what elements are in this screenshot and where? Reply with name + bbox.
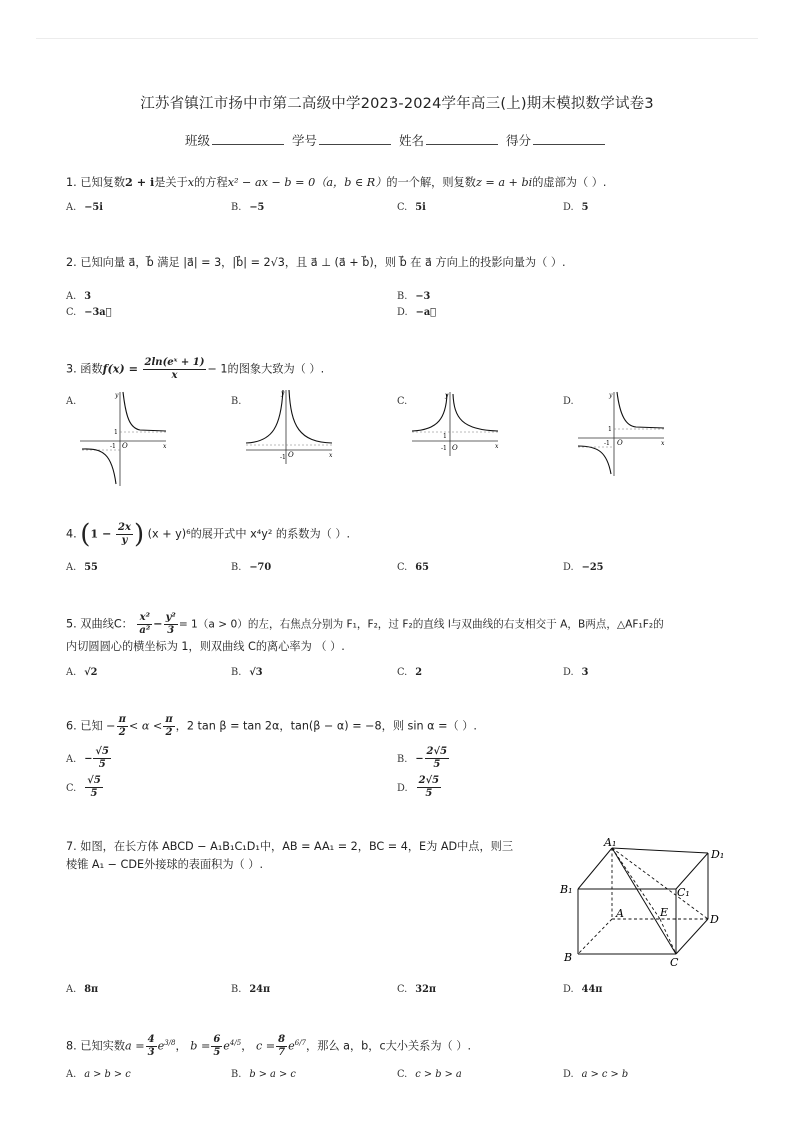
vertex-label: C₁ [677, 886, 690, 899]
math-expr: f(x) = [102, 361, 138, 376]
option-key: D. [397, 782, 408, 794]
option-text: 3 [84, 291, 92, 302]
option-key: D. [397, 307, 408, 318]
field-name-label: 姓名 [398, 133, 424, 148]
vertex-label: D [710, 913, 719, 926]
option-c[interactable] [66, 307, 112, 318]
option-text: 2 [415, 667, 423, 678]
option-a[interactable] [66, 1069, 131, 1080]
math-expr: x [187, 176, 195, 189]
curve-left [82, 449, 116, 484]
option-key: C. [397, 202, 408, 213]
question-7-stem [66, 838, 513, 856]
axis-label-y: y [445, 392, 449, 399]
option-text: 55 [84, 562, 98, 573]
tick-label: -1 [110, 443, 116, 450]
question-3-stem [66, 357, 324, 382]
edge [676, 853, 708, 889]
option-key: C. [66, 782, 77, 794]
option-a[interactable] [66, 984, 98, 995]
tick-label: 1 [608, 426, 612, 433]
option-key: C. [397, 396, 408, 407]
graph-option-d[interactable] [576, 388, 668, 478]
question-number: 3. [66, 362, 77, 376]
option-d[interactable] [563, 1069, 628, 1080]
field-name-blank[interactable] [426, 132, 498, 145]
stem-text: = 1（a > 0）的左，右焦点分别为 F₁，F₂，过 F₂的直线 l与双曲线的右支相交于 A，B两点，△AF₁F₂的 [178, 618, 664, 631]
origin-label: O [288, 451, 294, 459]
fraction-denominator: x [171, 370, 178, 381]
fraction [85, 775, 103, 800]
fraction-denominator: y [121, 535, 128, 546]
tick-label: 1 [443, 433, 447, 440]
fraction-denominator: 5 [90, 788, 98, 799]
stem-text: 已知复数 [80, 176, 126, 189]
option-key: A. [66, 667, 77, 678]
paren-right: ) [133, 519, 145, 550]
fraction [93, 746, 111, 771]
option-key: A. [66, 753, 77, 765]
question-4-stem [66, 519, 351, 550]
stem-text: 的虚部为（ ）. [532, 176, 607, 189]
vertex-label: B [564, 951, 573, 964]
option-key: A. [66, 984, 77, 995]
fraction [163, 714, 174, 739]
paren-left: ( [80, 519, 91, 550]
fraction-numerator: 4 [147, 1034, 155, 1046]
option-text: 24π [249, 984, 271, 995]
field-id-blank[interactable] [319, 132, 391, 145]
field-class-blank[interactable] [212, 132, 284, 145]
option-text: a > b > c [84, 1069, 131, 1080]
option-a[interactable] [66, 202, 103, 213]
curve-left [412, 394, 447, 431]
option-text: √2 [84, 667, 98, 678]
option-key: B. [231, 562, 242, 573]
option-c[interactable] [66, 775, 104, 800]
option-d[interactable] [397, 775, 442, 800]
option-key: A. [66, 291, 77, 302]
fraction-numerator: 2√5 [418, 775, 440, 786]
field-class-label: 班级 [184, 133, 210, 148]
option-b[interactable] [231, 984, 270, 995]
option-key: B. [231, 1069, 242, 1080]
option-text: −5i [84, 202, 103, 213]
option-a[interactable] [66, 562, 98, 573]
fraction-denominator: 5 [433, 759, 441, 770]
stem-text: 已知向量 a⃗，b⃗ 满足 |a⃗| = 3，|b⃗| = 2√3，且 a⃗ ⊥ (a⃗ + b⃗)，则 b⃗ 在 a⃗ 方向上的投影向量为（ ）. [80, 256, 566, 269]
vertex-label: E [660, 906, 669, 919]
fraction-numerator: 2x [118, 522, 131, 533]
option-key: B. [231, 202, 242, 213]
vertex-label: C [670, 956, 679, 969]
option-text: 5 [581, 202, 589, 213]
option-c[interactable] [397, 984, 436, 995]
stem-text: ，2 tan β = tan 2α，tan(β − α) = −8，则 sin α =（ ）. [175, 719, 477, 733]
exponent: 4/5 [229, 1039, 242, 1047]
vertex-label: B₁ [560, 883, 573, 896]
option-key: D. [563, 1069, 574, 1080]
fraction-denominator: 2 [118, 727, 126, 738]
vertex-label: A₁ [604, 836, 617, 849]
option-key: A. [66, 1069, 77, 1080]
option-text: 65 [415, 562, 429, 573]
curve-right [123, 392, 166, 431]
stem-text: 是关于 [154, 176, 188, 189]
option-b[interactable] [397, 746, 450, 771]
option-key: C. [397, 1069, 408, 1080]
stem-text: 双曲线C： [80, 617, 133, 631]
math-expr: 1 − [90, 526, 112, 541]
fraction [276, 1034, 287, 1059]
axis-label-x: x [163, 443, 167, 450]
option-d[interactable] [563, 667, 588, 678]
curve-right [453, 394, 498, 431]
curve-left [578, 446, 611, 474]
fraction [211, 1034, 222, 1059]
axis-label-x: x [495, 443, 499, 450]
option-c[interactable] [397, 202, 426, 213]
fraction-numerator: x² [137, 612, 152, 625]
origin-label: O [617, 439, 623, 447]
math-expr: z = a + bi [475, 176, 533, 189]
tick-label: -1 [280, 454, 286, 461]
fraction-numerator: √5 [87, 775, 101, 786]
stem-text: (x + y)⁶的展开式中 x⁴y² 的系数为（ ）. [147, 527, 351, 541]
stem-text: 的一个解，则复数 [386, 176, 476, 189]
stem-text: 已知 − [80, 719, 116, 733]
fraction [137, 612, 152, 637]
option-key: B. [397, 753, 408, 765]
fraction-denominator: 5 [98, 759, 106, 770]
question-number: 1. [66, 176, 77, 189]
stem-text: 函数 [80, 362, 103, 376]
option-c[interactable] [397, 562, 429, 573]
origin-label: O [122, 442, 128, 450]
option-text: −a⃗ [415, 307, 437, 318]
stem-text: − 1的图象大致为（ ）. [207, 362, 325, 376]
fraction-numerator: π [118, 714, 126, 725]
fraction [417, 775, 442, 800]
option-key: B. [231, 396, 242, 407]
option-b[interactable] [231, 202, 264, 213]
stem-text: 的方程 [194, 176, 228, 189]
option-c[interactable] [397, 667, 422, 678]
option-d[interactable] [397, 307, 436, 318]
fraction-denominator: a² [139, 625, 151, 636]
option-b[interactable] [231, 667, 263, 678]
math-expr: e [288, 1039, 295, 1053]
curve-right [289, 390, 332, 443]
option-c[interactable] [397, 1069, 462, 1080]
curve-left [246, 390, 283, 443]
option-sign: − [415, 753, 424, 765]
option-text: √3 [249, 667, 263, 678]
fraction [117, 714, 128, 739]
question-8-stem: 8. 已知实数a = $\frac{4}{3}$ $e^{3/8}$， b = $\frac{6}{5}$ $e^{4/5}$， c = $\frac{8}{7}$ $e^{6/7}$，那么 a，b，c大小关系为（ ）. [66, 1034, 472, 1059]
stem-text: 已知实数 [80, 1039, 126, 1053]
axis-label-y: y [115, 392, 119, 399]
graph-option-c[interactable] [410, 388, 502, 458]
option-d[interactable] [563, 562, 603, 573]
page-title: 江苏省镇江市扬中市第二高级中学2023-2024学年高三(上)期末模拟数学试卷3 [140, 96, 654, 112]
tick-label: -1 [604, 440, 610, 447]
tick-label: 1 [114, 429, 118, 436]
edge [578, 848, 612, 889]
option-key: C. [397, 562, 408, 573]
option-d[interactable] [563, 984, 602, 995]
option-key: C. [397, 984, 408, 995]
axis-label-x: x [661, 440, 665, 447]
option-b[interactable] [231, 1069, 296, 1080]
top-divider [36, 38, 758, 39]
math-expr: 2 + i [125, 175, 155, 189]
option-a[interactable] [66, 667, 97, 678]
option-key: A. [66, 562, 77, 573]
hidden-edge [578, 919, 612, 954]
option-text: 8π [84, 984, 99, 995]
math-expr: x² − ax − b = 0（a，b ∈ R） [227, 176, 387, 189]
field-id-label: 学号 [291, 133, 317, 148]
fraction [116, 522, 133, 547]
question-number: 8. [66, 1039, 77, 1053]
vertex-label: D₁ [711, 848, 725, 861]
option-text: 44π [581, 984, 603, 995]
axis-label-x: x [329, 452, 333, 459]
option-key: B. [231, 984, 242, 995]
fraction-numerator: π [165, 714, 173, 725]
cuboid-figure [556, 834, 736, 970]
math-expr: a = [125, 1039, 145, 1053]
option-text: c > b > a [415, 1069, 462, 1080]
option-a[interactable] [66, 291, 91, 302]
fraction-numerator: 2ln(eˣ + 1) [144, 357, 205, 368]
origin-label: O [452, 444, 458, 452]
question-number: 6. [66, 719, 77, 733]
option-text: −25 [581, 562, 604, 573]
tick-label: -1 [441, 445, 447, 452]
option-text: −3a⃗ [84, 307, 112, 318]
exponent: 3/8 [164, 1039, 176, 1047]
vertex-label: A [616, 907, 624, 920]
option-key: A. [66, 396, 77, 407]
curve-right [617, 392, 664, 428]
fraction-denominator: 3 [167, 625, 175, 636]
graph-option-a[interactable] [78, 388, 170, 488]
math-expr: e [223, 1039, 230, 1053]
question-number: 4. [66, 527, 77, 541]
question-5-stem: 5. 双曲线C： $\frac{\text{x²}}{\text{a²}}$ − $\frac{\text{y²}}{3}$ = 1（a > 0）的左，右焦点分别为 F₁，F₂，过 F₂的直线 l与双曲线的右支相交于 A，B两点，△AF₁F₂的 [66, 612, 664, 636]
axis-label-y: y [609, 392, 613, 399]
option-text: −5 [249, 202, 265, 213]
axis-label-y: y [281, 390, 285, 397]
stem-text: 如图，在长方体 ABCD − A₁B₁C₁D₁中，AB = AA₁ = 2，BC = 4，E为 AD中点，则三 [80, 840, 514, 853]
student-info-line [0, 131, 794, 149]
question-2-stem [66, 254, 566, 272]
option-text: 5i [415, 202, 426, 213]
math-expr: b = [190, 1039, 211, 1053]
exponent: 6/7 [294, 1039, 306, 1047]
field-score-blank[interactable] [533, 132, 605, 145]
edge-a1-c [612, 848, 676, 954]
option-sign: − [84, 753, 93, 765]
fraction-numerator: 2√5 [426, 746, 448, 757]
option-text: a > c > b [581, 1069, 629, 1080]
question-number: 5. [66, 617, 77, 631]
option-key: A. [66, 202, 77, 213]
option-key: B. [231, 667, 242, 678]
question-1-stem [66, 173, 606, 192]
option-key: C. [66, 307, 77, 318]
question-6-stem [66, 714, 477, 739]
hidden-edge [660, 919, 676, 954]
fraction-numerator: √5 [95, 746, 109, 757]
edge [676, 919, 708, 954]
option-d[interactable] [563, 202, 588, 213]
math-expr: < α < [128, 719, 163, 733]
fraction-numerator: y² [165, 612, 176, 623]
fraction-denominator: 2 [165, 727, 173, 738]
option-b[interactable] [231, 562, 271, 573]
math-expr: c = [255, 1039, 276, 1053]
fraction [146, 1034, 157, 1059]
option-text: −3 [415, 291, 431, 302]
fraction-denominator: 7 [278, 1047, 286, 1059]
stem-text: ，那么 a，b，c大小关系为（ ）. [306, 1039, 472, 1053]
question-number: 7. [66, 840, 77, 853]
fraction-numerator: 8 [278, 1034, 286, 1046]
option-key: D. [563, 984, 574, 995]
option-key: B. [397, 291, 408, 302]
fraction-numerator: 6 [213, 1034, 221, 1046]
option-a[interactable] [66, 746, 112, 771]
fraction [164, 612, 178, 637]
field-score-label: 得分 [505, 133, 531, 148]
option-key: D. [563, 396, 574, 407]
option-text: 32π [415, 984, 437, 995]
option-key: D. [563, 202, 574, 213]
fraction [143, 357, 207, 382]
question-number: 2. [66, 256, 77, 269]
option-text: −70 [249, 562, 272, 573]
fraction [425, 746, 450, 771]
option-key: D. [563, 667, 574, 678]
fraction-denominator: 5 [213, 1047, 221, 1059]
option-b[interactable] [397, 291, 430, 302]
fraction-denominator: 3 [147, 1047, 155, 1059]
option-key: C. [397, 667, 408, 678]
option-text: 3 [581, 667, 589, 678]
option-key: D. [563, 562, 574, 573]
edge [612, 848, 708, 853]
fraction-denominator: 5 [425, 788, 433, 799]
question-5-stem-line2: 内切圆圆心的横坐标为 1，则双曲线 C的离心率为 （ ）. [66, 640, 345, 653]
option-text: b > a > c [249, 1069, 296, 1080]
question-7-stem-line2: 棱锥 A₁ − CDE外接球的表面积为（ ）. [66, 858, 264, 871]
math-expr: e [157, 1039, 165, 1053]
graph-option-b[interactable] [244, 386, 336, 466]
